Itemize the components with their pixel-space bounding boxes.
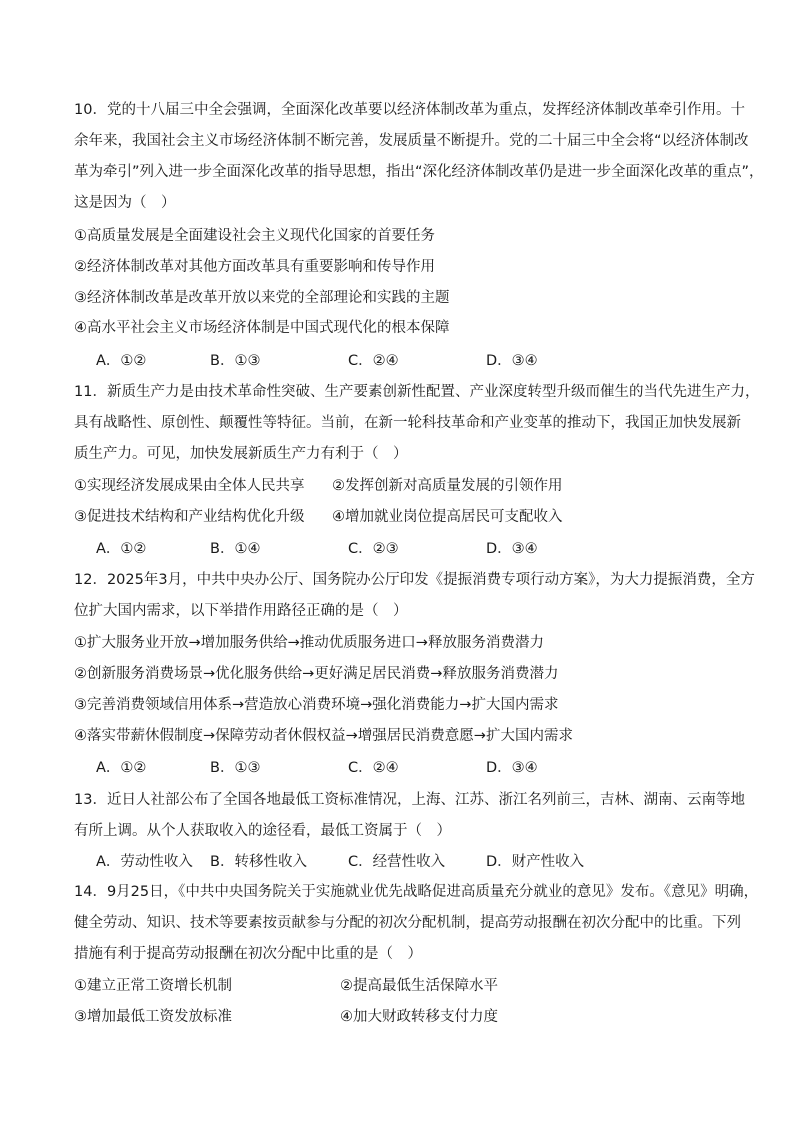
question-10-choice-a[interactable]: A．①② [96,353,147,369]
question-14-statement-4: ④加大财政转移支付力度 [340,1009,498,1025]
question-10-stem-line-2: 余年来，我国社会主义市场经济体制不断完善，发展质量不断提升。党的二十届三中全会将“以经济体制改 [74,133,749,149]
question-11-choice-c[interactable]: C．②③ [348,541,399,557]
question-11-choice-b[interactable]: B．①④ [210,541,261,557]
question-13-choice-b[interactable]: B．转移性收入 [210,854,307,870]
question-10-statement-2: ②经济体制改革对其他方面改革具有重要影响和传导作用 [74,259,435,275]
question-12-stem-line-1: 12．2025年3月，中共中央办公厅、国务院办公厅印发《提振消费专项行动方案》，为大力提振消费，全方 [74,572,755,588]
question-10-stem-line-3: 革为牵引”列入进一步全面深化改革的指导思想，指出“深化经济体制改革仍是进一步全面深化改革的重点”， [74,164,764,180]
question-10-statement-3: ③经济体制改革是改革开放以来党的全部理论和实践的主题 [74,290,450,306]
question-14-stem-line-3: 措施有利于提高劳动报酬在初次分配中比重的是（ ） [74,946,422,962]
question-12-choice-d[interactable]: D．③④ [486,760,538,776]
question-12-stem-line-2: 位扩大国内需求，以下举措作用路径正确的是（ ） [74,603,408,619]
question-13-choice-d[interactable]: D．财产性收入 [486,854,585,870]
question-13-choice-c[interactable]: C．经营性收入 [348,854,446,870]
question-13-choice-a[interactable]: A．劳动性收入 [96,854,193,870]
question-11-statement-4: ④增加就业岗位提高居民可支配收入 [332,509,563,525]
question-11-choice-a[interactable]: A．①② [96,541,147,557]
question-10-choice-d[interactable]: D．③④ [486,353,538,369]
question-10-stem-line-1: 10．党的十八届三中全会强调，全面深化改革要以经济体制改革为重点，发挥经济体制改革牵引作用。十 [74,102,745,118]
question-13-stem-line-2: 有所上调。从个人获取收入的途径看，最低工资属于（ ） [74,823,451,839]
question-11-stem-line-1: 11．新质生产力是由技术革命性突破、生产要素创新性配置、产业深度转型升级而催生的当代先进生产力， [74,384,760,400]
question-10-statement-1: ①高质量发展是全面建设社会主义现代化国家的首要任务 [74,228,435,244]
question-11-choice-d[interactable]: D．③④ [486,541,538,557]
question-14-stem-line-1: 14．9月25日，《中共中央国务院关于实施就业优先战略促进高质量充分就业的意见》发布。《意见》明确， [74,884,759,900]
question-14-stem-line-2: 健全劳动、知识、技术等要素按贡献参与分配的初次分配机制，提高劳动报酬在初次分配中的比重。下列 [74,915,741,931]
question-10-choice-c[interactable]: C．②④ [348,353,399,369]
question-12-statement-3: ③完善消费领域信用体系→营造放心消费环境→强化消费能力→扩大国内需求 [74,697,559,713]
question-14-statement-2: ②提高最低生活保障水平 [340,978,498,994]
question-12-choice-b[interactable]: B．①③ [210,760,261,776]
question-12-statement-4: ④落实带薪休假制度→保障劳动者休假权益→增强居民消费意愿→扩大国内需求 [74,728,573,744]
question-11-statement-3: ③促进技术结构和产业结构优化升级 [74,509,305,525]
question-12-statement-2: ②创新服务消费场景→优化服务供给→更好满足居民消费→释放服务消费潜力 [74,666,559,682]
question-11-stem-line-3: 质生产力。可见，加快发展新质生产力有利于（ ） [74,446,408,462]
question-10-statement-4: ④高水平社会主义市场经济体制是中国式现代化的根本保障 [74,320,450,336]
question-11-statement-2: ②发挥创新对高质量发展的引领作用 [332,478,563,494]
question-14-statement-3: ③增加最低工资发放标准 [74,1009,232,1025]
question-11-stem-line-2: 具有战略性、原创性、颠覆性等特征。当前，在新一轮科技革命和产业变革的推动下，我国正加快发展新 [74,415,741,431]
question-13-stem-line-1: 13．近日人社部公布了全国各地最低工资标准情况，上海、江苏、浙江名列前三，吉林、湖南、云南等地 [74,792,745,808]
question-12-choice-a[interactable]: A．①② [96,760,147,776]
question-12-choice-c[interactable]: C．②④ [348,760,399,776]
question-10-stem-line-4: 这是因为（ ） [74,195,176,211]
question-14-statement-1: ①建立正常工资增长机制 [74,978,232,994]
question-10-choice-b[interactable]: B．①③ [210,353,261,369]
question-12-statement-1: ①扩大服务业开放→增加服务供给→推动优质服务进口→释放服务消费潜力 [74,635,544,651]
question-11-statement-1: ①实现经济发展成果由全体人民共享 [74,478,305,494]
